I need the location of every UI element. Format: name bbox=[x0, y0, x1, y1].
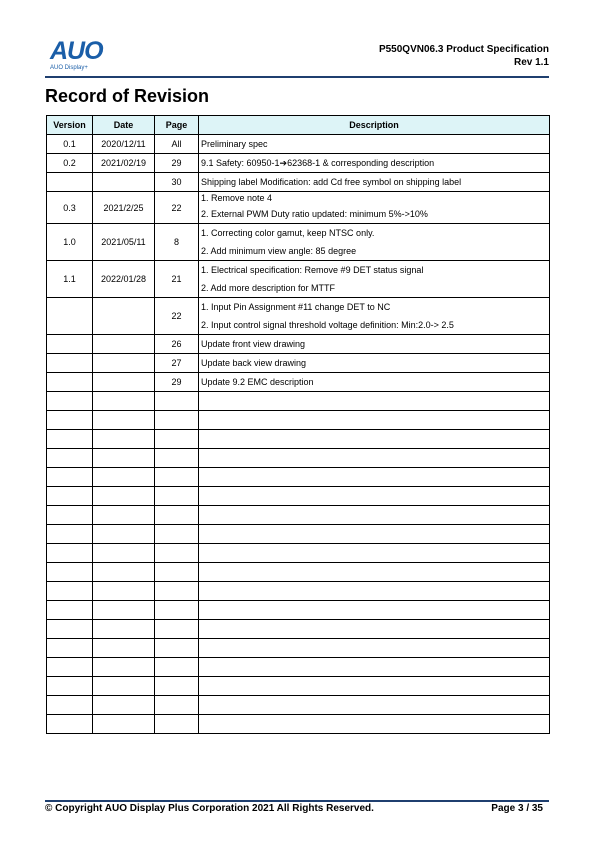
table-row bbox=[47, 373, 550, 392]
empty-cell bbox=[47, 525, 93, 544]
description-line: 1. Remove note 4 bbox=[201, 193, 273, 203]
column-header-date: Date bbox=[93, 116, 155, 135]
cell-description bbox=[199, 192, 550, 224]
column-header-description: Description bbox=[199, 116, 550, 135]
empty-cell bbox=[93, 715, 155, 734]
empty-cell bbox=[47, 715, 93, 734]
footer-copyright: © Copyright AUO Display Plus Corporation 2021 All Rights Reserved. bbox=[45, 803, 374, 814]
empty-table-row bbox=[47, 430, 550, 449]
empty-cell bbox=[199, 525, 550, 544]
empty-table-row bbox=[47, 487, 550, 506]
empty-table-row bbox=[47, 525, 550, 544]
cell-version: 0.3 bbox=[47, 192, 93, 224]
cell-date: 2022/01/28 bbox=[93, 261, 155, 298]
empty-cell bbox=[47, 639, 93, 658]
cell-date: 2021/02/19 bbox=[93, 154, 155, 173]
cell-date: 2021/05/11 bbox=[93, 224, 155, 261]
empty-cell bbox=[199, 449, 550, 468]
table-row bbox=[47, 135, 550, 154]
empty-cell bbox=[199, 582, 550, 601]
empty-cell bbox=[47, 449, 93, 468]
cell-date bbox=[93, 335, 155, 354]
empty-cell bbox=[199, 696, 550, 715]
cell-version: 1.1 bbox=[47, 261, 93, 298]
empty-cell bbox=[155, 639, 199, 658]
empty-cell bbox=[47, 601, 93, 620]
cell-version bbox=[47, 373, 93, 392]
empty-cell bbox=[93, 506, 155, 525]
cell-date bbox=[93, 298, 155, 335]
empty-cell bbox=[155, 563, 199, 582]
empty-cell bbox=[93, 392, 155, 411]
cell-date bbox=[93, 173, 155, 192]
cell-page: 22 bbox=[155, 192, 199, 224]
empty-cell bbox=[199, 544, 550, 563]
empty-table-row bbox=[47, 506, 550, 525]
footer-divider bbox=[45, 800, 549, 802]
description-line: 1. Correcting color gamut, keep NTSC only. bbox=[201, 228, 375, 238]
empty-cell bbox=[199, 392, 550, 411]
empty-cell bbox=[47, 487, 93, 506]
table-row bbox=[47, 335, 550, 354]
empty-cell bbox=[155, 582, 199, 601]
empty-cell bbox=[199, 639, 550, 658]
cell-page: 29 bbox=[155, 373, 199, 392]
table-row bbox=[47, 173, 550, 192]
empty-cell bbox=[93, 525, 155, 544]
cell-page: 26 bbox=[155, 335, 199, 354]
empty-cell bbox=[93, 487, 155, 506]
empty-table-row bbox=[47, 620, 550, 639]
empty-cell bbox=[93, 430, 155, 449]
revision-table-body bbox=[47, 135, 550, 734]
empty-cell bbox=[155, 658, 199, 677]
empty-cell bbox=[93, 544, 155, 563]
cell-description bbox=[199, 354, 550, 373]
document-header bbox=[379, 43, 549, 69]
description-line: 2. External PWM Duty ratio updated: minimum 5%->10% bbox=[201, 209, 428, 219]
cell-version bbox=[47, 354, 93, 373]
empty-cell bbox=[199, 411, 550, 430]
empty-cell bbox=[93, 677, 155, 696]
auo-logo bbox=[50, 38, 112, 74]
empty-cell bbox=[199, 715, 550, 734]
empty-cell bbox=[93, 582, 155, 601]
cell-page: 8 bbox=[155, 224, 199, 261]
empty-table-row bbox=[47, 544, 550, 563]
empty-cell bbox=[155, 696, 199, 715]
cell-page: 21 bbox=[155, 261, 199, 298]
table-header-row bbox=[47, 116, 550, 135]
empty-table-row bbox=[47, 449, 550, 468]
page-title: Record of Revision bbox=[45, 86, 210, 106]
empty-table-row bbox=[47, 639, 550, 658]
empty-cell bbox=[155, 544, 199, 563]
cell-description bbox=[199, 335, 550, 354]
empty-table-row bbox=[47, 411, 550, 430]
table-row bbox=[47, 298, 550, 335]
empty-cell bbox=[199, 601, 550, 620]
cell-page: 29 bbox=[155, 154, 199, 173]
empty-cell bbox=[47, 392, 93, 411]
empty-cell bbox=[155, 506, 199, 525]
empty-cell bbox=[155, 430, 199, 449]
empty-table-row bbox=[47, 563, 550, 582]
empty-table-row bbox=[47, 582, 550, 601]
empty-table-row bbox=[47, 601, 550, 620]
cell-version bbox=[47, 335, 93, 354]
empty-cell bbox=[199, 620, 550, 639]
cell-page: 27 bbox=[155, 354, 199, 373]
cell-description bbox=[199, 261, 550, 298]
table-row bbox=[47, 354, 550, 373]
empty-table-row bbox=[47, 715, 550, 734]
cell-description bbox=[199, 135, 550, 154]
empty-cell bbox=[93, 658, 155, 677]
column-header-page: Page bbox=[155, 116, 199, 135]
cell-description bbox=[199, 173, 550, 192]
empty-cell bbox=[93, 696, 155, 715]
revision-table bbox=[46, 115, 550, 734]
empty-cell bbox=[47, 506, 93, 525]
footer-page-number: Page 3 / 35 bbox=[491, 803, 543, 814]
cell-version: 1.0 bbox=[47, 224, 93, 261]
cell-description bbox=[199, 373, 550, 392]
description-line: 2. Add minimum view angle: 85 degree bbox=[201, 246, 357, 256]
cell-date bbox=[93, 373, 155, 392]
cell-date: 2021/2/25 bbox=[93, 192, 155, 224]
empty-cell bbox=[155, 525, 199, 544]
empty-cell bbox=[47, 411, 93, 430]
cell-description bbox=[199, 298, 550, 335]
empty-table-row bbox=[47, 658, 550, 677]
table-row bbox=[47, 192, 550, 224]
empty-cell bbox=[93, 601, 155, 620]
empty-cell bbox=[47, 696, 93, 715]
empty-cell bbox=[93, 449, 155, 468]
empty-cell bbox=[199, 506, 550, 525]
table-row bbox=[47, 261, 550, 298]
cell-version bbox=[47, 298, 93, 335]
cell-version bbox=[47, 173, 93, 192]
empty-cell bbox=[47, 582, 93, 601]
empty-cell bbox=[199, 487, 550, 506]
cell-page: 22 bbox=[155, 298, 199, 335]
empty-cell bbox=[155, 601, 199, 620]
cell-page: All bbox=[155, 135, 199, 154]
empty-table-row bbox=[47, 468, 550, 487]
empty-cell bbox=[155, 468, 199, 487]
empty-table-row bbox=[47, 696, 550, 715]
empty-cell bbox=[47, 430, 93, 449]
empty-cell bbox=[199, 677, 550, 696]
empty-cell bbox=[47, 468, 93, 487]
empty-cell bbox=[47, 677, 93, 696]
logo-subtitle: AUO Display+ bbox=[50, 65, 88, 71]
empty-cell bbox=[155, 715, 199, 734]
document-revision: Rev 1.1 bbox=[513, 57, 549, 68]
document-title: P550QVN06.3 Product Specification bbox=[378, 44, 549, 55]
cell-version: 0.1 bbox=[47, 135, 93, 154]
description-line: 9.1 Safety: 60950-1➔62368-1 & corresponding description bbox=[201, 158, 435, 168]
cell-date bbox=[93, 354, 155, 373]
table-row bbox=[47, 224, 550, 261]
empty-cell bbox=[155, 411, 199, 430]
empty-cell bbox=[93, 411, 155, 430]
empty-cell bbox=[93, 639, 155, 658]
header-divider bbox=[45, 76, 549, 78]
empty-cell bbox=[199, 430, 550, 449]
description-line: Update front view drawing bbox=[201, 339, 306, 349]
cell-version: 0.2 bbox=[47, 154, 93, 173]
logo-mark: AUO bbox=[50, 37, 103, 65]
empty-cell bbox=[155, 449, 199, 468]
empty-cell bbox=[199, 468, 550, 487]
empty-cell bbox=[93, 563, 155, 582]
empty-cell bbox=[155, 677, 199, 696]
table-row bbox=[47, 154, 550, 173]
description-line: 2. Add more description for MTTF bbox=[201, 283, 336, 293]
description-line: Update back view drawing bbox=[201, 358, 307, 368]
cell-page: 30 bbox=[155, 173, 199, 192]
description-line: Preliminary spec bbox=[201, 139, 268, 149]
empty-cell bbox=[155, 620, 199, 639]
empty-cell bbox=[93, 468, 155, 487]
description-line: 1. Electrical specification: Remove #9 DET status signal bbox=[201, 265, 424, 275]
empty-cell bbox=[199, 563, 550, 582]
empty-cell bbox=[155, 487, 199, 506]
empty-cell bbox=[47, 620, 93, 639]
cell-description bbox=[199, 224, 550, 261]
empty-cell bbox=[199, 658, 550, 677]
empty-table-row bbox=[47, 677, 550, 696]
cell-description bbox=[199, 154, 550, 173]
empty-cell bbox=[47, 563, 93, 582]
empty-table-row bbox=[47, 392, 550, 411]
empty-cell bbox=[47, 544, 93, 563]
empty-cell bbox=[47, 658, 93, 677]
empty-cell bbox=[93, 620, 155, 639]
empty-cell bbox=[155, 392, 199, 411]
description-line: Update 9.2 EMC description bbox=[201, 377, 314, 387]
description-line: 2. Input control signal threshold voltage definition: Min:2.0-> 2.5 bbox=[201, 320, 454, 330]
cell-date: 2020/12/11 bbox=[93, 135, 155, 154]
description-line: 1. Input Pin Assignment #11 change DET to NC bbox=[201, 302, 391, 312]
column-header-version: Version bbox=[47, 116, 93, 135]
description-line: Shipping label Modification: add Cd free symbol on shipping label bbox=[201, 177, 462, 187]
